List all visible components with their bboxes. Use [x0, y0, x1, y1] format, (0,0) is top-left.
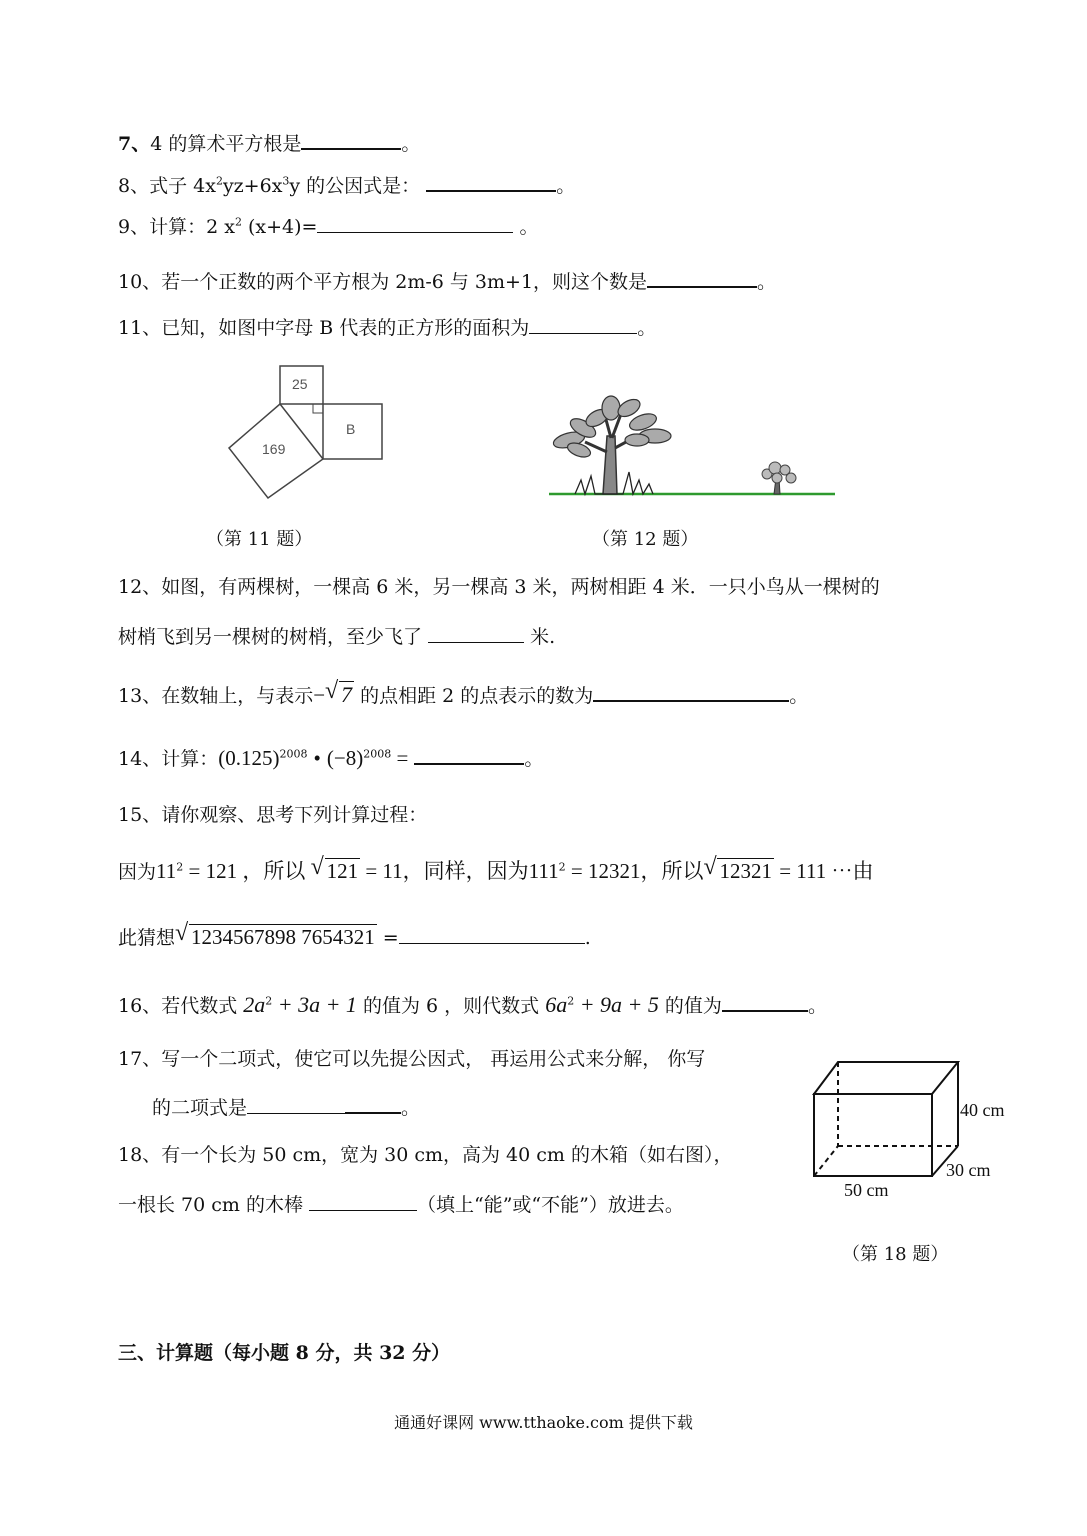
figure-12-trees-illustration	[545, 392, 840, 502]
question-11: 11、已知，如图中字母 B 代表的正方形的面积为 。	[118, 317, 657, 339]
answer-blank[interactable]	[529, 315, 637, 334]
figure-11-squares-diagram	[220, 358, 400, 508]
answer-blank[interactable]	[593, 682, 789, 702]
figure-11-caption: （第 11 题）	[206, 529, 313, 550]
square-label-169: 169	[262, 441, 286, 457]
box-length-label: 50 cm	[844, 1180, 889, 1200]
question-14: 14、计算：$(0.125)^{2008}$ • $(-8)^{2008}$ = 。	[118, 746, 544, 770]
figure-18-caption: （第 18 题）	[842, 1244, 949, 1265]
answer-blank[interactable]	[722, 992, 808, 1012]
sqrt-expression: √ 12321	[703, 854, 772, 883]
question-17: 17、写一个二项式，使它可以先提公因式， 再运用公式来分解， 你写	[118, 1048, 706, 1070]
question-9: 9、计算：2 $x^2$ (x+4)= 。	[118, 215, 539, 238]
section-3-title: 三、计算题（每小题 8 分，共 32 分）	[118, 1342, 451, 1364]
question-number: 16、	[118, 995, 162, 1017]
answer-blank[interactable]	[317, 214, 513, 233]
answer-blank[interactable]	[426, 172, 556, 192]
question-15: 15、请你观察、思考下列计算过程：	[118, 804, 428, 826]
question-13: 13、在数轴上，与表示− √ 7 的点相距 2 的点表示的数为 。	[118, 678, 809, 707]
question-number: 15、	[118, 804, 162, 826]
question-number: 8、	[118, 175, 150, 197]
sqrt-expression: √ 7	[325, 678, 353, 707]
question-18: 18、有一个长为 50 cm，宽为 30 cm，高为 40 cm 的木箱（如右图），	[118, 1144, 733, 1166]
box-height-label: 40 cm	[960, 1100, 1005, 1120]
question-number: 13、	[118, 685, 162, 707]
question-number: 7、	[118, 133, 151, 155]
answer-blank-2[interactable]	[345, 1094, 401, 1114]
question-8: 8、式子 $4x^2yz+6x^3y$ 的公因式是： 。	[118, 172, 575, 199]
answer-blank[interactable]	[647, 268, 757, 288]
question-16: 16、若代数式 $2a^2 + 3a + 1$ 的值为 6 ，则代数式 $6a^2 + 9a + 5$ 的值为 。	[118, 992, 827, 1017]
answer-blank[interactable]	[301, 130, 401, 150]
answer-blank[interactable]	[247, 1095, 345, 1114]
question-number: 14、	[118, 748, 162, 770]
question-text: 4 的算术平方根是	[150, 133, 302, 155]
page-footer: 通通好课网 www.tthaoke.com 提供下载	[394, 1413, 693, 1432]
question-10: 10、若一个正数的两个平方根为 2m-6 与 3m+1，则这个数是 。	[118, 268, 776, 295]
question-number: 18、	[118, 1144, 162, 1166]
sqrt-expression: √ 1234567898 7654321	[175, 920, 375, 949]
answer-blank[interactable]	[399, 925, 585, 944]
sqrt-expression: √ 121	[310, 854, 359, 883]
question-15-line-3: 此猜想 √ 1234567898 7654321 = .	[118, 920, 591, 949]
question-15-line-2: 因为$11^2 = 121$ ，所以 √ 121 = 11，同样，因为$111^2 = 12321$，所以 √ 12321 = 111 ⋯由	[118, 854, 874, 883]
question-18-line-2: 一根长 70 cm 的木棒 （填上“能”或“不能”）放进去。	[118, 1194, 684, 1216]
figure-12-caption: （第 12 题）	[592, 529, 699, 550]
box-width-label: 30 cm	[946, 1160, 991, 1180]
question-number: 17、	[118, 1048, 162, 1070]
question-12-line-2: 树梢飞到另一棵树的树梢，至少飞了 米.	[118, 626, 556, 648]
question-12: 12、如图，有两棵树，一棵高 6 米，另一棵高 3 米，两树相距 4 米．一只小鸟从一棵树的	[118, 576, 880, 598]
answer-blank[interactable]	[309, 1192, 417, 1211]
square-label-25: 25	[292, 376, 308, 392]
question-17-line-2: 的二项式是 。	[152, 1094, 420, 1121]
square-label-b: B	[346, 421, 356, 437]
question-number: 11、	[118, 317, 162, 339]
question-7: 7、4 的算术平方根是 。	[118, 130, 420, 157]
question-number: 12、	[118, 576, 162, 598]
question-number: 9、	[118, 216, 150, 238]
answer-blank[interactable]	[428, 624, 524, 643]
figure-18-box-diagram	[808, 1058, 968, 1188]
answer-blank[interactable]	[414, 745, 524, 765]
question-number: 10、	[118, 271, 162, 293]
